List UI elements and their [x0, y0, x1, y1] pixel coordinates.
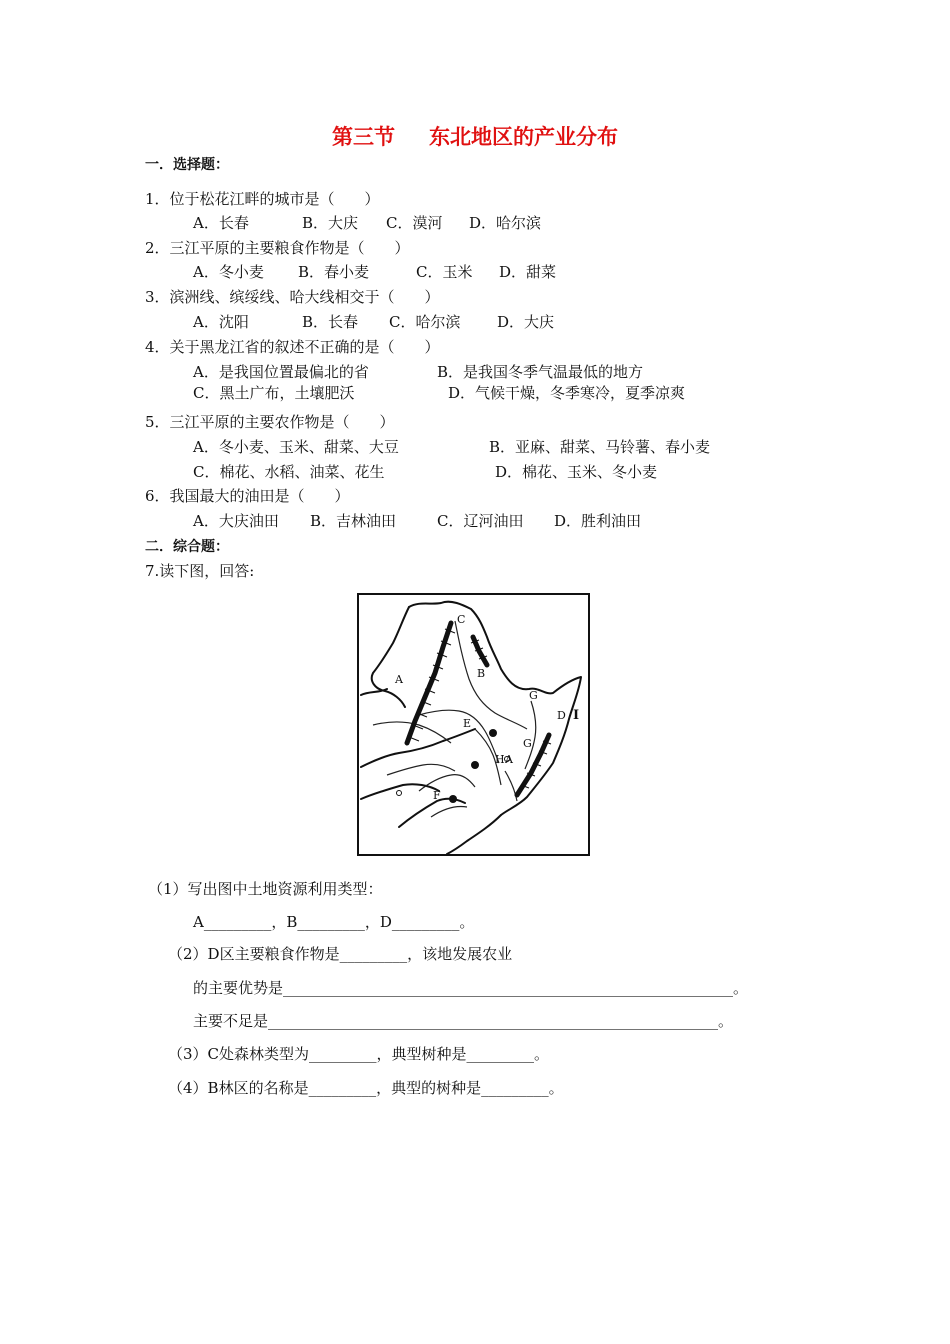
- q5-option-a: A．冬小麦、玉米、甜菜、大豆: [193, 438, 399, 456]
- map-label-i: I: [573, 708, 580, 723]
- sub-question-4: （4）B林区的名称是_________，典型的树种是_________。: [168, 1079, 564, 1097]
- q1-option-b: B．大庆: [302, 214, 359, 232]
- q5-option-c: C．棉花、水稻、油菜、花生: [193, 463, 385, 481]
- q6-option-a: A．大庆油田: [193, 512, 279, 530]
- q1-option-a: A．长春: [193, 214, 249, 232]
- map-label-g-south: G: [523, 737, 532, 750]
- map-label-e: E: [463, 717, 472, 730]
- sub-question-1-blanks: A_________，B_________，D_________。: [193, 913, 475, 931]
- q2-option-c: C．玉米: [416, 263, 473, 281]
- q5-option-b: B．亚麻、甜菜、马铃薯、春小麦: [489, 438, 711, 456]
- question-7-stem: 7.读下图，回答:: [145, 562, 255, 580]
- q3-option-a: A．沈阳: [193, 313, 249, 331]
- map-label-g-north: G: [529, 689, 538, 702]
- page-title: [0, 124, 950, 150]
- sub-question-2: （2）D区主要粮食作物是_________，该地发展农业: [168, 945, 513, 963]
- question-2-stem: 2．三江平原的主要粮食作物是（ ）: [145, 239, 410, 257]
- sub-question-2-shortcomings: 主要不足是____________________________________________________________。: [193, 1012, 734, 1030]
- q1-option-d: D．哈尔滨: [469, 214, 542, 232]
- title-section: 第三节: [332, 125, 395, 149]
- northeast-china-map: [357, 593, 590, 856]
- question-4-stem: 4．关于黑龙江省的叙述不正确的是（ ）: [145, 338, 440, 356]
- map-label-a2: A: [505, 753, 513, 766]
- q2-option-a: A．冬小麦: [193, 263, 264, 281]
- q4-option-d: D．气候干燥，冬季寒冷，夏季凉爽: [448, 384, 686, 402]
- map-label-a: A: [395, 673, 403, 686]
- q2-option-b: B．春小麦: [298, 263, 370, 281]
- q6-option-b: B．吉林油田: [310, 512, 397, 530]
- map-label-d: D: [557, 709, 566, 722]
- map-label-b: B: [477, 667, 486, 680]
- section-choice-heading: 一．选择题：: [145, 157, 229, 173]
- sub-question-3: （3）C处森林类型为_________，典型树种是_________。: [168, 1045, 550, 1063]
- question-6-stem: 6．我国最大的油田是（ ）: [145, 487, 350, 505]
- q6-option-c: C．辽河油田: [437, 512, 524, 530]
- q6-option-d: D．胜利油田: [554, 512, 642, 530]
- q4-option-a: A．是我国位置最偏北的省: [193, 363, 369, 381]
- q3-option-c: C．哈尔滨: [389, 313, 461, 331]
- q4-option-b: B．是我国冬季气温最低的地方: [437, 363, 644, 381]
- map-label-c: C: [457, 613, 466, 626]
- question-3-stem: 3．滨洲线、缤绥线、哈大线相交于（ ）: [145, 288, 440, 306]
- q3-option-b: B．长春: [302, 313, 359, 331]
- sub-question-1: （1）写出图中土地资源利用类型：: [148, 880, 383, 898]
- question-5-stem: 5．三江平原的主要农作物是（ ）: [145, 413, 395, 431]
- q1-option-c: C．漠河: [386, 214, 443, 232]
- title-topic: 东北地区的产业分布: [429, 125, 618, 149]
- section-comprehensive-heading: 二．综合题：: [145, 539, 229, 555]
- map-label-f: F: [433, 789, 441, 802]
- sub-question-2-advantages: 的主要优势是____________________________________________________________。: [193, 979, 749, 997]
- map-drawing: [359, 595, 588, 854]
- q3-option-d: D．大庆: [497, 313, 555, 331]
- q5-option-d: D．棉花、玉米、冬小麦: [495, 463, 658, 481]
- q4-option-c: C．黑土广布，土壤肥沃: [193, 384, 355, 402]
- q2-option-d: D．甜菜: [499, 263, 557, 281]
- question-1-stem: 1．位于松花江畔的城市是（ ）: [145, 190, 380, 208]
- map-label-h: H: [495, 753, 505, 766]
